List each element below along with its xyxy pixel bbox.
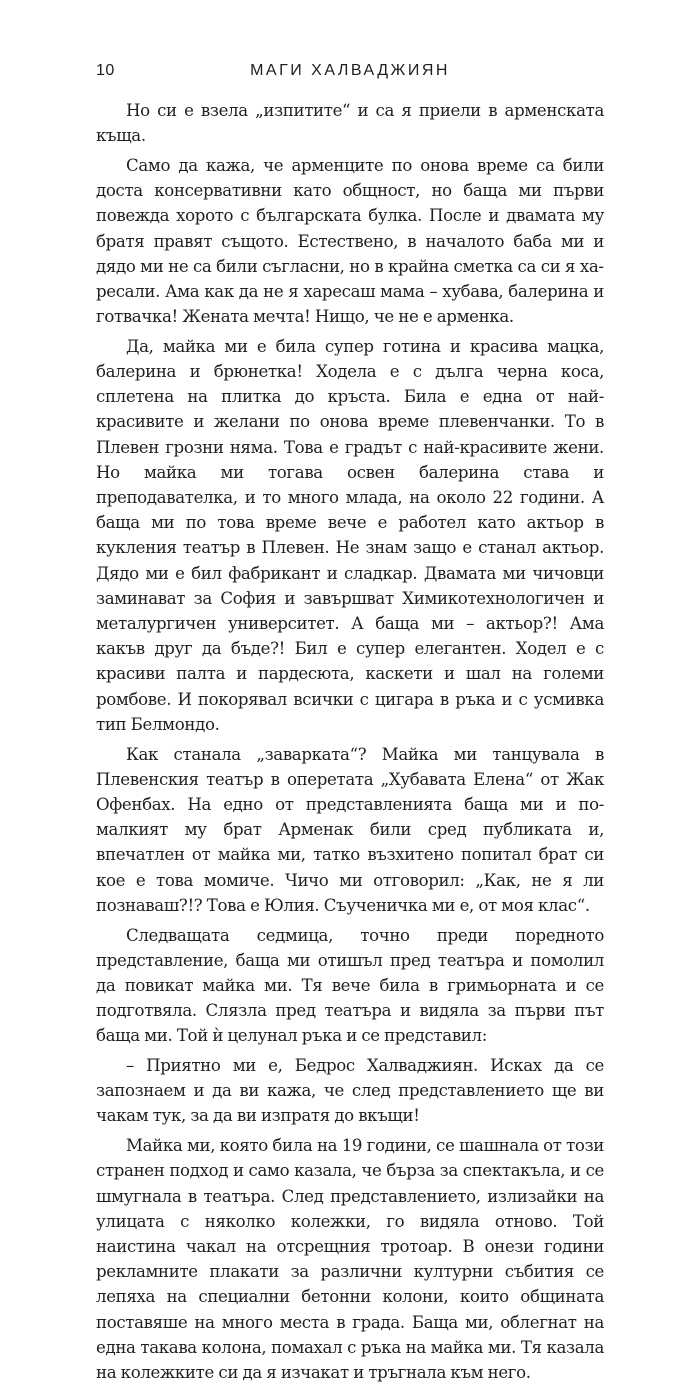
- paragraph: – Приятно ми е, Бедрос Халваджиян. Исках да се запознаем и да ви кажа, че след представлението ще ви чакам тук, за да ви изпратя до вкъщи!: [96, 1056, 604, 1126]
- paragraph: Как станала „заварката“? Майка ми танцувала в Плевенския театър в оперетата „Хубавата Елена“ от Жак Офенбах. На едно от представленията баща ми и по-малкият му брат Арменак били сред публиката и, впечатлен от майка ми, татко възхитено попитал брат си кое е това момиче. Чичо ми отговорил: „Как, не я ли познаваш?!? Това е Юлия. Съученичка ми е, от моя клас“.: [96, 744, 604, 915]
- paragraph: Да, майка ми е била супер готина и красива мацка, балерина и брюнетка! Ходела е с дълга черна коса, сплетена на плитка до кръста. Била е една от най-красивите и желани по онова време плевенчанки. То в Плевен грозни няма. Това е градът с най-красивите жени. Но майка ми тогава освен балерина става и преподавателка, и то много млада, на около 22 години. А баща ми по това време вече е работел като актьор в кукления театър в Плевен. Не знам защо е станал актьор. Дядо ми е бил фабрикант и сладкар. Двамата ми чичовци заминават за София и завършват Химикотехнологичен и металургичен университет. А баща ми – актьор?! Ама какъв друг да бъде?! Бил е супер елегантен. Ходел е с красиви палта и пардесюта, каскети и шал на големи ромбове. И покорявал всички с цигара в ръка и с усмивка тип Белмондо.: [96, 336, 604, 734]
- page-header: [96, 62, 604, 86]
- body-text: [96, 98, 604, 1390]
- page-number: 10: [96, 62, 115, 79]
- paragraph: Следващата седмица, точно преди поредното представление, баща ми отишъл пред театъра и помолил да повикат майка ми. Тя вече била в гримьорната и се подготвяла. Слязла пред театъра и видяла за първи път баща ми. Той ѝ целунал ръка и се представил:: [96, 925, 604, 1046]
- paragraph: Но си е взела „изпитите“ и са я приели в арменската къща.: [96, 101, 604, 146]
- paragraph: Само да кажа, че арменците по онова време са били доста консервативни като общност, но баща ми първи повежда хорото с българската булка. После и двамата му братя правят същото. Естествено, в началото баба ми и дядо ми не са били съгласни, но в крайна сметка са си я харесали. Ама как да не я харесаш мама – хубава, балерина и готвачка! Жената мечта! Нищо, че не е арменка.: [96, 155, 604, 327]
- paragraph: Майка ми, която била на 19 години, се шашнала от този странен подход и само казала, че бърза за спектакъла, и се шмугнала в театъра. След представлението, излизайки на улицата с няколко колежки, го видяла отново. Той наистина чакал на отсрещния тротоар. В онези години рекламните плакати за различни културни събития се лепяха на специални бетонни колони, които общината поставяше на много места в града. Баща ми, облегнат на една такава колона, помахал с ръка на майка ми. Тя казала на колежките си да я изчакат и тръгнала към него.: [96, 1136, 604, 1382]
- running-head: МАГИ ХАЛВАДЖИЯН: [250, 62, 450, 79]
